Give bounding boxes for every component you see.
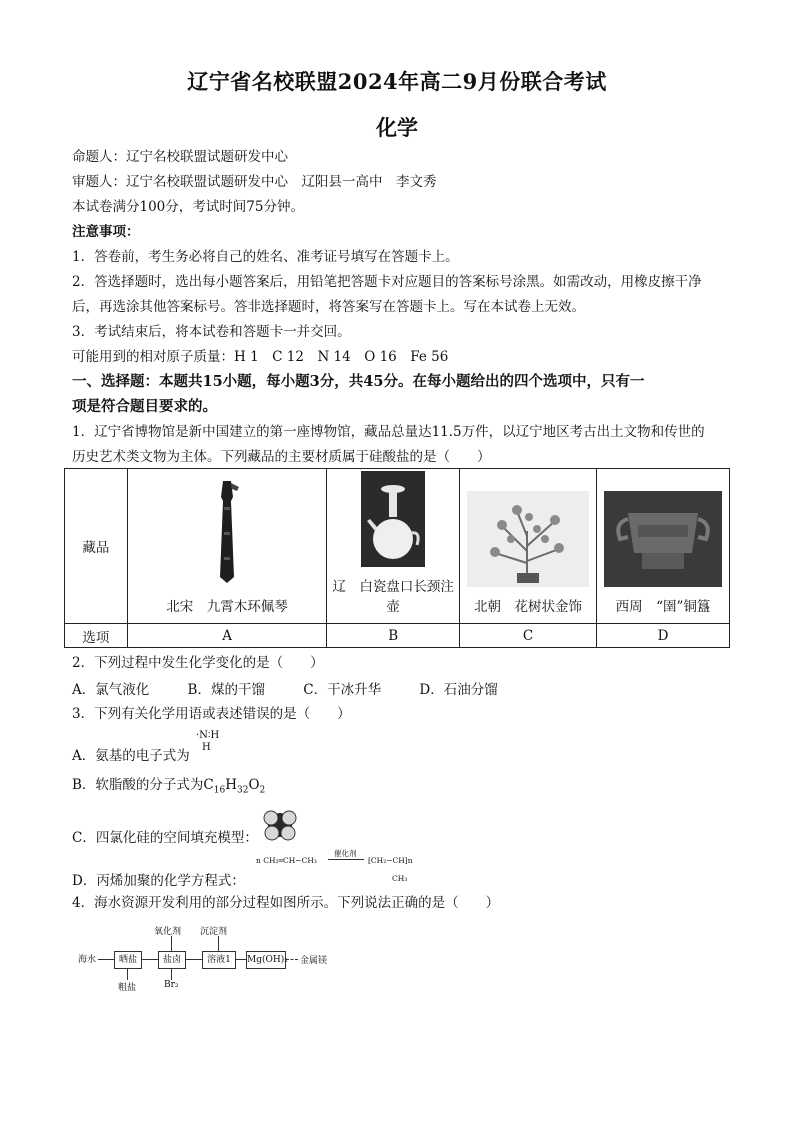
q2-option-d: D．石油分馏	[419, 682, 498, 698]
flow-seawater: 海水	[78, 955, 97, 965]
artifact-c-caption: 北朝 花树状金饰	[474, 599, 583, 615]
notice-2b: 后，再选涂其他答案标号。答非选择题时，将答案写在答题卡上。写在本试卷上无效。	[72, 299, 585, 315]
q4-stem: 4．海水资源开发利用的部分过程如图所示。下列说法正确的是（ ）	[72, 895, 500, 911]
flow-crude-salt: 粗盐	[118, 983, 137, 993]
option-a: A	[127, 624, 326, 648]
option-b: B	[327, 624, 460, 648]
propene-polymerization-equation: n CH₂═CH−CH₃ 催化剂 ⁅CH₂−CH⁆n CH₃	[256, 849, 413, 883]
q2-options	[72, 678, 532, 698]
reaction-arrow	[328, 859, 364, 860]
q2-option-c: C．干冰升华	[303, 682, 382, 698]
artifact-d-cell	[597, 469, 730, 624]
q2-option-b: B．煤的干馏	[187, 682, 265, 698]
q3-option-b: B．软脂酸的分子式为$C_{16}H_{32}O_2$	[72, 777, 266, 796]
bronze-gui-image	[604, 491, 722, 587]
sicl4-space-filling-model	[262, 808, 298, 842]
row-head-options: 选项	[65, 624, 128, 648]
artifact-table	[64, 468, 730, 648]
section-heading-1: 一、选择题：本题共15小题，每小题3分，共45分。在每小题给出的四个选项中，只有一	[72, 373, 645, 390]
score-time-line: 本试卷满分100分，考试时间75分钟。	[72, 199, 304, 215]
q1-stem-1: 1．辽宁省博物馆是新中国建立的第一座博物馆，藏品总量达11.5万件，以辽宁地区考古出土文物和传世的	[72, 424, 705, 440]
q2-option-a: A．氯气液化	[72, 682, 150, 698]
option-c: C	[460, 624, 597, 648]
gold-tree-ornament-image	[467, 491, 589, 587]
flow-box-evaporation: 晒盐	[114, 951, 142, 969]
flow-br2: Br₂	[164, 980, 179, 990]
atomic-mass-line: 可能用到的相对原子质量：H 1 C 12 N 14 O 16 Fe 56	[72, 349, 449, 365]
flow-box-mgoh2: Mg(OH)₂	[246, 951, 286, 969]
notice-3: 3．考试结束后，将本试卷和答题卡一并交回。	[72, 324, 351, 340]
row-head-items: 藏品	[65, 469, 128, 624]
artifact-d-caption: 西周 “圉”铜簋	[615, 599, 711, 615]
q3-stem: 3．下列有关化学用语或表述错误的是（ ）	[72, 706, 351, 722]
exam-title: 辽宁省名校联盟2024年高二9月份联合考试	[187, 69, 607, 94]
flow-box-solution1: 溶液1	[202, 951, 236, 969]
q2-stem: 2．下列过程中发生化学变化的是（ ）	[72, 655, 324, 671]
notice-title: 注意事项：	[72, 224, 140, 240]
q3-option-c: C．四氯化硅的空间填充模型：	[72, 830, 258, 846]
amino-electron-formula: ·N∶H H	[196, 730, 220, 753]
reviewer-line: 审题人：辽宁名校联盟试题研发中心 辽阳县一高中 李文秀	[72, 174, 437, 190]
flow-product: 金属镁	[300, 956, 328, 966]
artifact-c-cell	[460, 469, 597, 624]
subject-title: 化学	[376, 115, 418, 140]
q1-stem-2: 历史艺术类文物为主体。下列藏品的主要材质属于硅酸盐的是（ ）	[72, 449, 491, 465]
q3-option-a: A．氨基的电子式为	[72, 748, 190, 764]
option-d: D	[597, 624, 730, 648]
author-line: 命题人：辽宁名校联盟试题研发中心	[72, 149, 288, 165]
flow-precipitant: 沉淀剂	[200, 927, 228, 937]
artifact-b-cell	[327, 469, 460, 624]
flow-oxidant: 氧化剂	[154, 927, 182, 937]
q3-option-d: D．丙烯加聚的化学方程式：	[72, 873, 245, 889]
artifact-a-caption: 北宋 九霄木环佩琴	[166, 599, 288, 615]
notice-1: 1．答卷前，考生务必将自己的姓名、准考证号填写在答题卡上。	[72, 249, 459, 265]
artifact-a-cell	[127, 469, 326, 624]
section-heading-2: 项是符合题目要求的。	[72, 398, 217, 415]
porcelain-ewer-image	[361, 471, 425, 567]
seawater-flow-diagram	[74, 922, 334, 994]
notice-2a: 2．答选择题时，选出每小题答案后，用铅笔把答题卡对应题目的答案标号涂黑。如需改动，用橡皮擦干净	[72, 274, 702, 290]
flow-box-brine: 盐卤	[158, 951, 186, 969]
artifact-b-caption: 辽 白瓷盘口长颈注壶	[332, 579, 454, 615]
guqin-image	[207, 477, 247, 587]
